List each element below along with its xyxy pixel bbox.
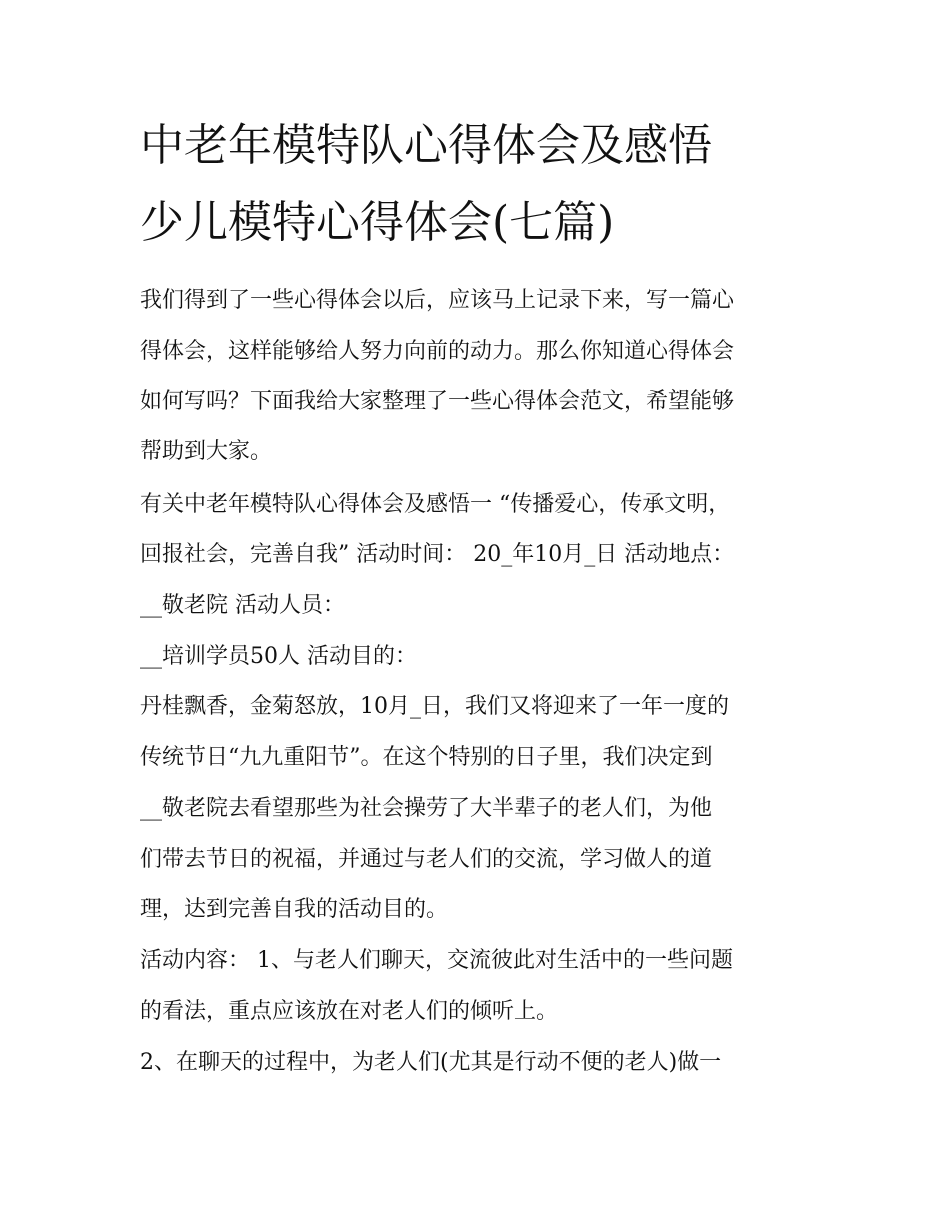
body-line: 活动内容： 1、与老人们聊天，交流彼此对生活中的一些问题 — [140, 948, 733, 973]
body-line: 2、在聊天的过程中，为老人们(尤其是行动不便的老人)做一 — [140, 1050, 722, 1075]
body-line: 丹桂飘香，金菊怒放，10月_日，我们又将迎来了一年一度的 — [140, 694, 729, 719]
body-line: __敬老院 活动人员： — [140, 593, 345, 618]
body-line: __敬老院去看望那些为社会操劳了大半辈子的老人们，为他 — [140, 796, 713, 821]
body-line: 我们得到了一些心得体会以后，应该马上记录下来，写一篇心 — [140, 288, 735, 313]
body-line: 理，达到完善自我的活动目的。 — [140, 897, 449, 922]
body-line: 得体会，这样能够给人努力向前的动力。那么你知道心得体会 — [140, 339, 735, 364]
body-line: 们带去节日的祝福，并通过与老人们的交流，学习做人的道 — [140, 847, 713, 872]
body-line: 传统节日“九九重阳节”。在这个特别的日子里，我们决定到 — [140, 745, 713, 770]
body-line: 帮助到大家。 — [140, 439, 273, 464]
body-line: 的看法，重点应该放在对老人们的倾听上。 — [140, 999, 559, 1024]
body-line: 有关中老年模特队心得体会及感悟一 “传播爱心，传承文明， — [140, 492, 731, 517]
body-line: 回报社会，完善自我” 活动时间： 20_年10月_日 活动地点： — [140, 542, 735, 567]
body-line: 如何写吗？下面我给大家整理了一些心得体会范文，希望能够 — [140, 389, 735, 414]
document-title-line-2: 少儿模特心得体会(七篇) — [140, 197, 615, 248]
body-line: __培训学员50人 活动目的： — [140, 644, 417, 669]
document-title-line-1: 中老年模特队心得体会及感悟 — [140, 120, 712, 171]
